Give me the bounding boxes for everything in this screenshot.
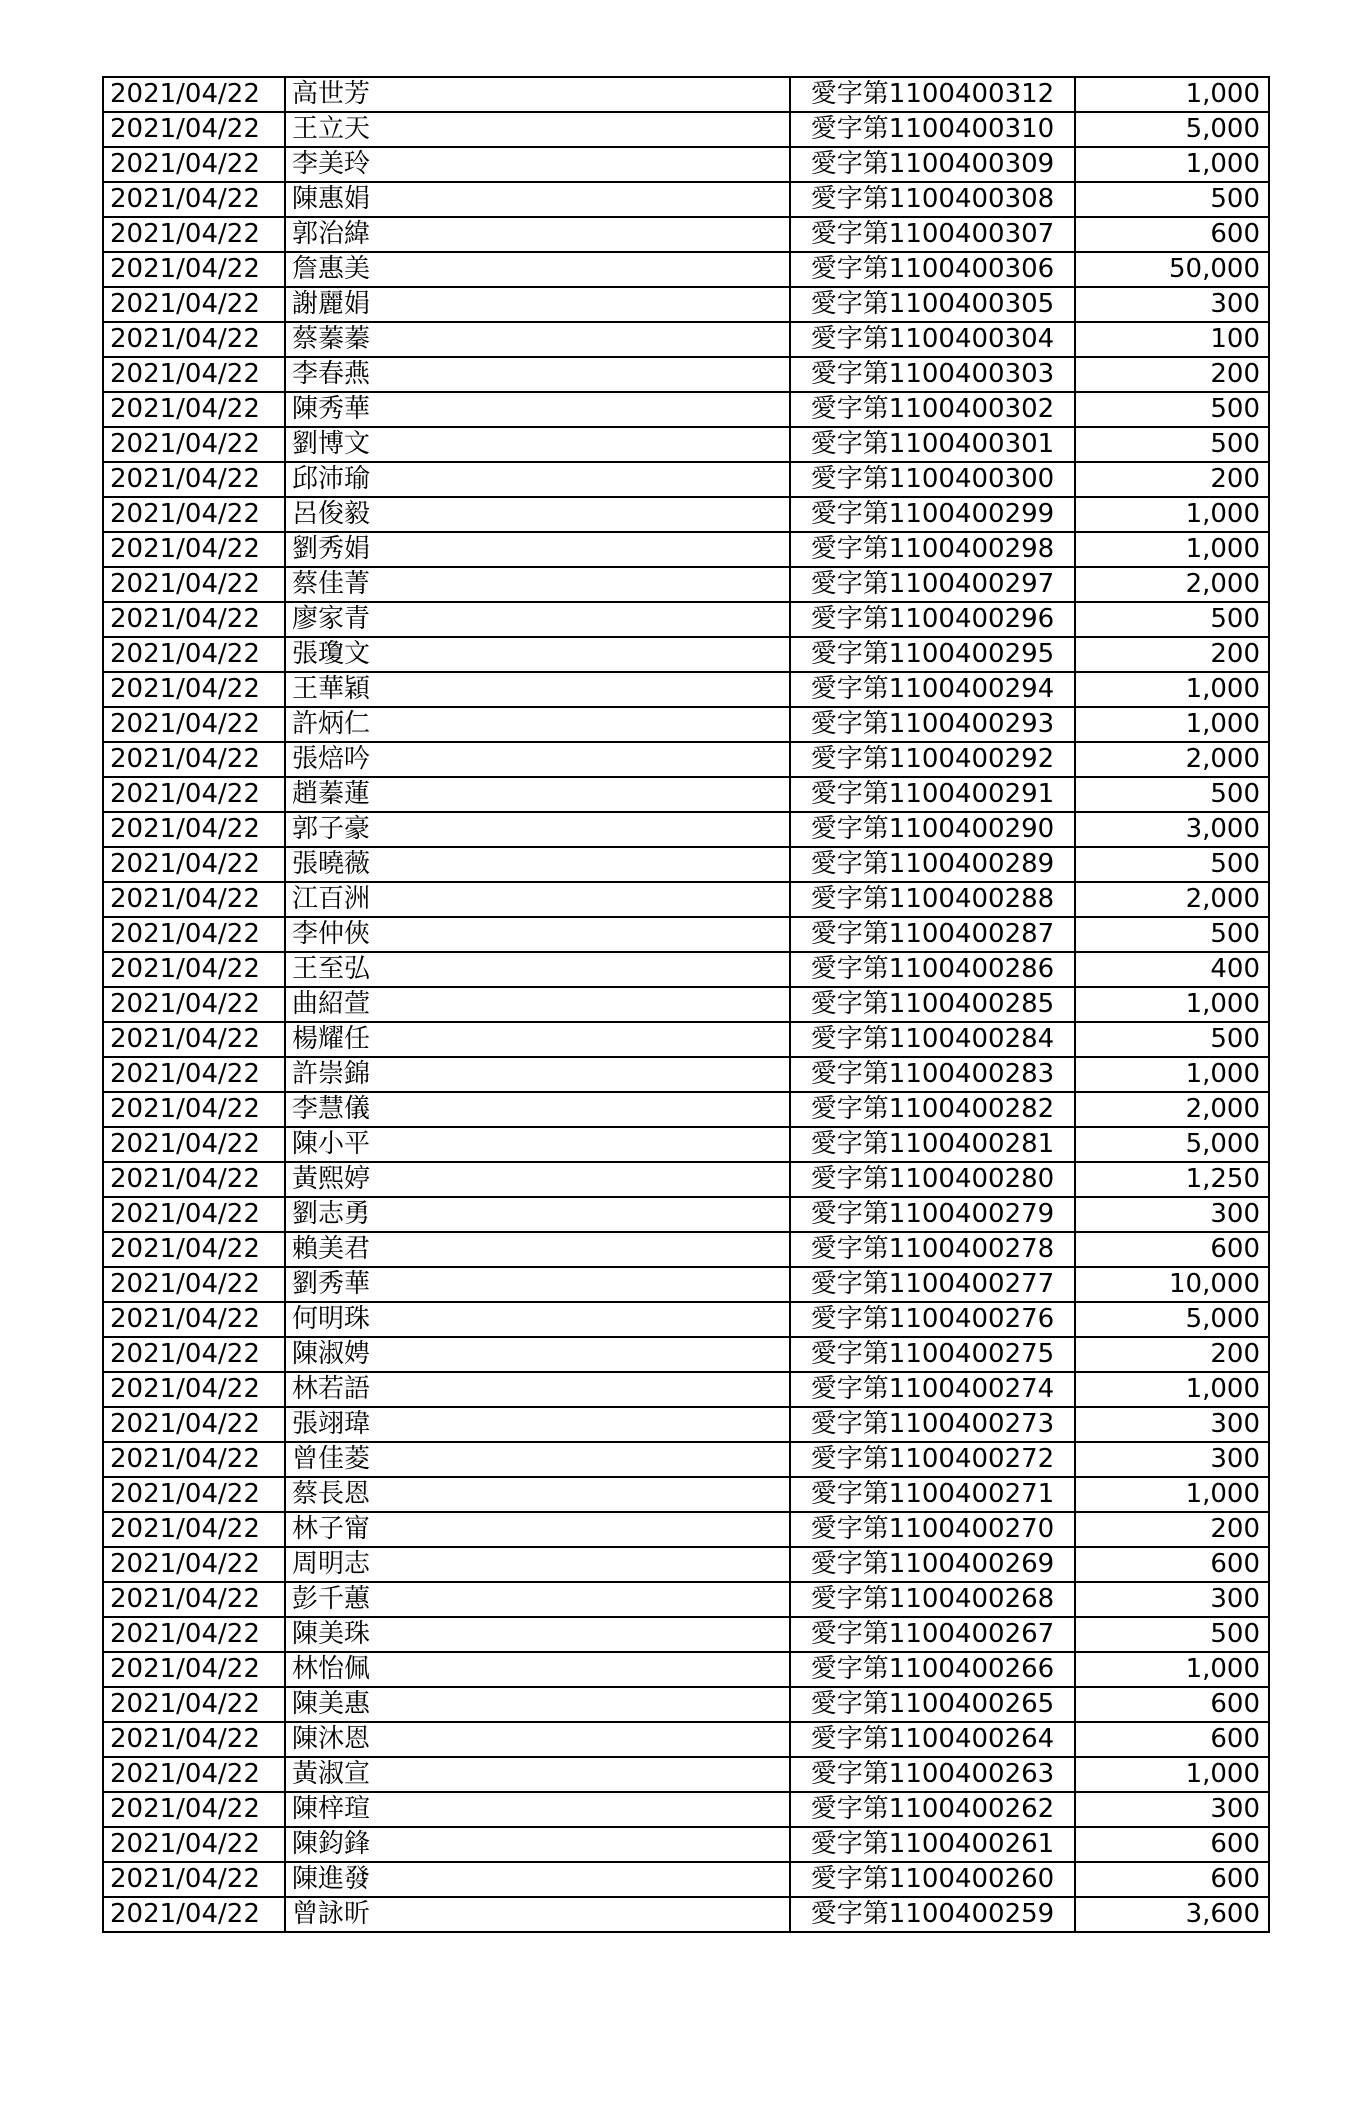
donor-name-cell: 李慧儀: [285, 1092, 790, 1127]
donor-name-cell: 王立天: [285, 112, 790, 147]
table-row: [103, 637, 1269, 672]
amount-cell: 1,000: [1075, 77, 1269, 112]
date-cell: 2021/04/22: [103, 497, 285, 532]
donor-name-cell: 林子甯: [285, 1512, 790, 1547]
donor-name-cell: 彭千蕙: [285, 1582, 790, 1617]
donor-name-cell: 陳沐恩: [285, 1722, 790, 1757]
receipt-number-cell: 愛字第1100400276: [790, 1302, 1075, 1337]
donor-name-cell: 王至弘: [285, 952, 790, 987]
amount-cell: 500: [1075, 182, 1269, 217]
receipt-number-cell: 愛字第1100400292: [790, 742, 1075, 777]
date-cell: 2021/04/22: [103, 847, 285, 882]
donor-name-cell: 陳美惠: [285, 1687, 790, 1722]
table-row: [103, 1722, 1269, 1757]
date-cell: 2021/04/22: [103, 987, 285, 1022]
amount-cell: 500: [1075, 847, 1269, 882]
donor-name-cell: 曲紹萱: [285, 987, 790, 1022]
table-row: [103, 882, 1269, 917]
receipt-number-cell: 愛字第1100400275: [790, 1337, 1075, 1372]
receipt-number-cell: 愛字第1100400286: [790, 952, 1075, 987]
receipt-number-cell: 愛字第1100400288: [790, 882, 1075, 917]
amount-cell: 500: [1075, 1617, 1269, 1652]
receipt-number-cell: 愛字第1100400298: [790, 532, 1075, 567]
amount-cell: 500: [1075, 1022, 1269, 1057]
donor-name-cell: 陳小平: [285, 1127, 790, 1162]
amount-cell: 500: [1075, 427, 1269, 462]
date-cell: 2021/04/22: [103, 1757, 285, 1792]
date-cell: 2021/04/22: [103, 1442, 285, 1477]
receipt-number-cell: 愛字第1100400306: [790, 252, 1075, 287]
donor-name-cell: 張翊瑋: [285, 1407, 790, 1442]
table-row: [103, 1407, 1269, 1442]
table-row: [103, 1442, 1269, 1477]
donor-name-cell: 劉秀娟: [285, 532, 790, 567]
donor-name-cell: 楊耀任: [285, 1022, 790, 1057]
table-row: [103, 427, 1269, 462]
donor-name-cell: 李美玲: [285, 147, 790, 182]
amount-cell: 600: [1075, 217, 1269, 252]
amount-cell: 300: [1075, 1197, 1269, 1232]
amount-cell: 600: [1075, 1687, 1269, 1722]
receipt-number-cell: 愛字第1100400309: [790, 147, 1075, 182]
table-row: [103, 252, 1269, 287]
receipt-number-cell: 愛字第1100400304: [790, 322, 1075, 357]
donor-name-cell: 陳梓瑄: [285, 1792, 790, 1827]
date-cell: 2021/04/22: [103, 1582, 285, 1617]
amount-cell: 200: [1075, 462, 1269, 497]
donor-name-cell: 郭治緯: [285, 217, 790, 252]
donor-name-cell: 蔡長恩: [285, 1477, 790, 1512]
date-cell: 2021/04/22: [103, 567, 285, 602]
date-cell: 2021/04/22: [103, 252, 285, 287]
date-cell: 2021/04/22: [103, 882, 285, 917]
donor-name-cell: 黃熙婷: [285, 1162, 790, 1197]
receipt-number-cell: 愛字第1100400305: [790, 287, 1075, 322]
amount-cell: 200: [1075, 1512, 1269, 1547]
amount-cell: 500: [1075, 777, 1269, 812]
amount-cell: 50,000: [1075, 252, 1269, 287]
table-row: [103, 1792, 1269, 1827]
table-row: [103, 1372, 1269, 1407]
date-cell: 2021/04/22: [103, 952, 285, 987]
amount-cell: 2,000: [1075, 1092, 1269, 1127]
donor-name-cell: 王華穎: [285, 672, 790, 707]
amount-cell: 500: [1075, 917, 1269, 952]
date-cell: 2021/04/22: [103, 1897, 285, 1932]
amount-cell: 3,000: [1075, 812, 1269, 847]
table-row: [103, 217, 1269, 252]
amount-cell: 600: [1075, 1722, 1269, 1757]
amount-cell: 500: [1075, 392, 1269, 427]
ledger-body: [103, 77, 1269, 1932]
amount-cell: 1,250: [1075, 1162, 1269, 1197]
table-row: [103, 1687, 1269, 1722]
table-row: [103, 1582, 1269, 1617]
table-row: [103, 1757, 1269, 1792]
receipt-number-cell: 愛字第1100400269: [790, 1547, 1075, 1582]
donor-name-cell: 高世芳: [285, 77, 790, 112]
amount-cell: 1,000: [1075, 532, 1269, 567]
amount-cell: 10,000: [1075, 1267, 1269, 1302]
donor-name-cell: 劉博文: [285, 427, 790, 462]
table-row: [103, 987, 1269, 1022]
receipt-number-cell: 愛字第1100400289: [790, 847, 1075, 882]
amount-cell: 2,000: [1075, 882, 1269, 917]
amount-cell: 1,000: [1075, 672, 1269, 707]
amount-cell: 5,000: [1075, 1302, 1269, 1337]
date-cell: 2021/04/22: [103, 147, 285, 182]
amount-cell: 300: [1075, 1407, 1269, 1442]
table-row: [103, 392, 1269, 427]
donor-name-cell: 廖家青: [285, 602, 790, 637]
date-cell: 2021/04/22: [103, 812, 285, 847]
amount-cell: 1,000: [1075, 1477, 1269, 1512]
date-cell: 2021/04/22: [103, 1652, 285, 1687]
receipt-number-cell: 愛字第1100400284: [790, 1022, 1075, 1057]
donor-name-cell: 陳進發: [285, 1862, 790, 1897]
date-cell: 2021/04/22: [103, 1687, 285, 1722]
table-row: [103, 322, 1269, 357]
donor-name-cell: 張焙吟: [285, 742, 790, 777]
donor-name-cell: 張瓊文: [285, 637, 790, 672]
donor-name-cell: 李仲俠: [285, 917, 790, 952]
table-row: [103, 707, 1269, 742]
table-row: [103, 1897, 1269, 1932]
donor-name-cell: 陳秀華: [285, 392, 790, 427]
table-row: [103, 147, 1269, 182]
donor-name-cell: 蔡蓁蓁: [285, 322, 790, 357]
date-cell: 2021/04/22: [103, 392, 285, 427]
table-row: [103, 112, 1269, 147]
receipt-number-cell: 愛字第1100400271: [790, 1477, 1075, 1512]
donor-name-cell: 謝麗娟: [285, 287, 790, 322]
receipt-number-cell: 愛字第1100400290: [790, 812, 1075, 847]
receipt-number-cell: 愛字第1100400312: [790, 77, 1075, 112]
amount-cell: 3,600: [1075, 1897, 1269, 1932]
amount-cell: 600: [1075, 1862, 1269, 1897]
date-cell: 2021/04/22: [103, 1827, 285, 1862]
table-row: [103, 1057, 1269, 1092]
donor-name-cell: 郭子豪: [285, 812, 790, 847]
table-row: [103, 1477, 1269, 1512]
receipt-number-cell: 愛字第1100400277: [790, 1267, 1075, 1302]
donor-name-cell: 林若語: [285, 1372, 790, 1407]
donor-name-cell: 陳惠娟: [285, 182, 790, 217]
date-cell: 2021/04/22: [103, 742, 285, 777]
amount-cell: 1,000: [1075, 987, 1269, 1022]
date-cell: 2021/04/22: [103, 427, 285, 462]
date-cell: 2021/04/22: [103, 1057, 285, 1092]
table-row: [103, 1652, 1269, 1687]
receipt-number-cell: 愛字第1100400303: [790, 357, 1075, 392]
receipt-number-cell: 愛字第1100400279: [790, 1197, 1075, 1232]
date-cell: 2021/04/22: [103, 1407, 285, 1442]
donor-name-cell: 江百洲: [285, 882, 790, 917]
table-row: [103, 1512, 1269, 1547]
receipt-number-cell: 愛字第1100400296: [790, 602, 1075, 637]
date-cell: 2021/04/22: [103, 602, 285, 637]
table-row: [103, 287, 1269, 322]
receipt-number-cell: 愛字第1100400285: [790, 987, 1075, 1022]
receipt-number-cell: 愛字第1100400266: [790, 1652, 1075, 1687]
donor-name-cell: 何明珠: [285, 1302, 790, 1337]
table-row: [103, 1862, 1269, 1897]
receipt-number-cell: 愛字第1100400274: [790, 1372, 1075, 1407]
receipt-number-cell: 愛字第1100400287: [790, 917, 1075, 952]
table-row: [103, 497, 1269, 532]
table-row: [103, 1232, 1269, 1267]
table-row: [103, 1827, 1269, 1862]
date-cell: 2021/04/22: [103, 1267, 285, 1302]
donor-name-cell: 曾詠昕: [285, 1897, 790, 1932]
donor-name-cell: 呂俊毅: [285, 497, 790, 532]
donor-name-cell: 陳鈞鋒: [285, 1827, 790, 1862]
amount-cell: 1,000: [1075, 1372, 1269, 1407]
receipt-number-cell: 愛字第1100400283: [790, 1057, 1075, 1092]
date-cell: 2021/04/22: [103, 1477, 285, 1512]
donor-name-cell: 黃淑宣: [285, 1757, 790, 1792]
donor-name-cell: 李春燕: [285, 357, 790, 392]
date-cell: 2021/04/22: [103, 637, 285, 672]
donor-name-cell: 劉秀華: [285, 1267, 790, 1302]
date-cell: 2021/04/22: [103, 462, 285, 497]
amount-cell: 1,000: [1075, 147, 1269, 182]
receipt-number-cell: 愛字第1100400281: [790, 1127, 1075, 1162]
receipt-number-cell: 愛字第1100400278: [790, 1232, 1075, 1267]
date-cell: 2021/04/22: [103, 1197, 285, 1232]
donor-name-cell: 曾佳菱: [285, 1442, 790, 1477]
receipt-number-cell: 愛字第1100400293: [790, 707, 1075, 742]
receipt-number-cell: 愛字第1100400264: [790, 1722, 1075, 1757]
receipt-number-cell: 愛字第1100400272: [790, 1442, 1075, 1477]
donor-name-cell: 詹惠美: [285, 252, 790, 287]
receipt-number-cell: 愛字第1100400273: [790, 1407, 1075, 1442]
donor-name-cell: 趙蓁蓮: [285, 777, 790, 812]
amount-cell: 500: [1075, 602, 1269, 637]
receipt-number-cell: 愛字第1100400265: [790, 1687, 1075, 1722]
amount-cell: 1,000: [1075, 1057, 1269, 1092]
amount-cell: 400: [1075, 952, 1269, 987]
table-row: [103, 777, 1269, 812]
table-row: [103, 567, 1269, 602]
table-row: [103, 1162, 1269, 1197]
receipt-number-cell: 愛字第1100400263: [790, 1757, 1075, 1792]
date-cell: 2021/04/22: [103, 182, 285, 217]
table-row: [103, 1197, 1269, 1232]
date-cell: 2021/04/22: [103, 77, 285, 112]
amount-cell: 200: [1075, 357, 1269, 392]
amount-cell: 100: [1075, 322, 1269, 357]
receipt-number-cell: 愛字第1100400261: [790, 1827, 1075, 1862]
donor-name-cell: 邱沛瑜: [285, 462, 790, 497]
amount-cell: 5,000: [1075, 112, 1269, 147]
amount-cell: 1,000: [1075, 497, 1269, 532]
table-row: [103, 742, 1269, 777]
date-cell: 2021/04/22: [103, 1302, 285, 1337]
amount-cell: 1,000: [1075, 1757, 1269, 1792]
receipt-number-cell: 愛字第1100400308: [790, 182, 1075, 217]
receipt-number-cell: 愛字第1100400262: [790, 1792, 1075, 1827]
date-cell: 2021/04/22: [103, 1022, 285, 1057]
table-row: [103, 1092, 1269, 1127]
table-row: [103, 1127, 1269, 1162]
table-row: [103, 917, 1269, 952]
table-row: [103, 952, 1269, 987]
amount-cell: 600: [1075, 1232, 1269, 1267]
date-cell: 2021/04/22: [103, 1337, 285, 1372]
table-row: [103, 1337, 1269, 1372]
table-row: [103, 182, 1269, 217]
table-row: [103, 1617, 1269, 1652]
table-row: [103, 357, 1269, 392]
receipt-number-cell: 愛字第1100400280: [790, 1162, 1075, 1197]
date-cell: 2021/04/22: [103, 672, 285, 707]
date-cell: 2021/04/22: [103, 1127, 285, 1162]
donor-name-cell: 劉志勇: [285, 1197, 790, 1232]
date-cell: 2021/04/22: [103, 777, 285, 812]
date-cell: 2021/04/22: [103, 322, 285, 357]
receipt-number-cell: 愛字第1100400291: [790, 777, 1075, 812]
date-cell: 2021/04/22: [103, 917, 285, 952]
amount-cell: 300: [1075, 1442, 1269, 1477]
amount-cell: 5,000: [1075, 1127, 1269, 1162]
table-row: [103, 77, 1269, 112]
date-cell: 2021/04/22: [103, 1512, 285, 1547]
donor-name-cell: 陳淑娉: [285, 1337, 790, 1372]
donor-name-cell: 許崇錦: [285, 1057, 790, 1092]
table-row: [103, 672, 1269, 707]
table-row: [103, 1547, 1269, 1582]
amount-cell: 300: [1075, 1582, 1269, 1617]
amount-cell: 600: [1075, 1827, 1269, 1862]
date-cell: 2021/04/22: [103, 707, 285, 742]
table-row: [103, 462, 1269, 497]
date-cell: 2021/04/22: [103, 112, 285, 147]
amount-cell: 300: [1075, 287, 1269, 322]
donor-name-cell: 張曉薇: [285, 847, 790, 882]
date-cell: 2021/04/22: [103, 1372, 285, 1407]
amount-cell: 2,000: [1075, 742, 1269, 777]
donation-ledger-table: [102, 76, 1270, 1933]
donor-name-cell: 陳美珠: [285, 1617, 790, 1652]
date-cell: 2021/04/22: [103, 1547, 285, 1582]
date-cell: 2021/04/22: [103, 1722, 285, 1757]
amount-cell: 200: [1075, 1337, 1269, 1372]
table-row: [103, 1302, 1269, 1337]
table-row: [103, 602, 1269, 637]
date-cell: 2021/04/22: [103, 1092, 285, 1127]
amount-cell: 300: [1075, 1792, 1269, 1827]
table-row: [103, 812, 1269, 847]
donor-name-cell: 許炳仁: [285, 707, 790, 742]
table-row: [103, 532, 1269, 567]
table-row: [103, 1267, 1269, 1302]
receipt-number-cell: 愛字第1100400310: [790, 112, 1075, 147]
receipt-number-cell: 愛字第1100400299: [790, 497, 1075, 532]
table-row: [103, 1022, 1269, 1057]
receipt-number-cell: 愛字第1100400302: [790, 392, 1075, 427]
date-cell: 2021/04/22: [103, 217, 285, 252]
date-cell: 2021/04/22: [103, 287, 285, 322]
date-cell: 2021/04/22: [103, 1792, 285, 1827]
amount-cell: 600: [1075, 1547, 1269, 1582]
receipt-number-cell: 愛字第1100400300: [790, 462, 1075, 497]
date-cell: 2021/04/22: [103, 532, 285, 567]
date-cell: 2021/04/22: [103, 357, 285, 392]
donor-name-cell: 蔡佳菁: [285, 567, 790, 602]
date-cell: 2021/04/22: [103, 1617, 285, 1652]
donor-name-cell: 賴美君: [285, 1232, 790, 1267]
donor-name-cell: 周明志: [285, 1547, 790, 1582]
receipt-number-cell: 愛字第1100400260: [790, 1862, 1075, 1897]
receipt-number-cell: 愛字第1100400294: [790, 672, 1075, 707]
table-row: [103, 847, 1269, 882]
receipt-number-cell: 愛字第1100400270: [790, 1512, 1075, 1547]
receipt-number-cell: 愛字第1100400307: [790, 217, 1075, 252]
receipt-number-cell: 愛字第1100400301: [790, 427, 1075, 462]
amount-cell: 200: [1075, 637, 1269, 672]
date-cell: 2021/04/22: [103, 1162, 285, 1197]
donor-name-cell: 林怡佩: [285, 1652, 790, 1687]
receipt-number-cell: 愛字第1100400268: [790, 1582, 1075, 1617]
amount-cell: 1,000: [1075, 707, 1269, 742]
receipt-number-cell: 愛字第1100400267: [790, 1617, 1075, 1652]
receipt-number-cell: 愛字第1100400259: [790, 1897, 1075, 1932]
amount-cell: 1,000: [1075, 1652, 1269, 1687]
amount-cell: 2,000: [1075, 567, 1269, 602]
receipt-number-cell: 愛字第1100400295: [790, 637, 1075, 672]
date-cell: 2021/04/22: [103, 1232, 285, 1267]
date-cell: 2021/04/22: [103, 1862, 285, 1897]
receipt-number-cell: 愛字第1100400282: [790, 1092, 1075, 1127]
receipt-number-cell: 愛字第1100400297: [790, 567, 1075, 602]
